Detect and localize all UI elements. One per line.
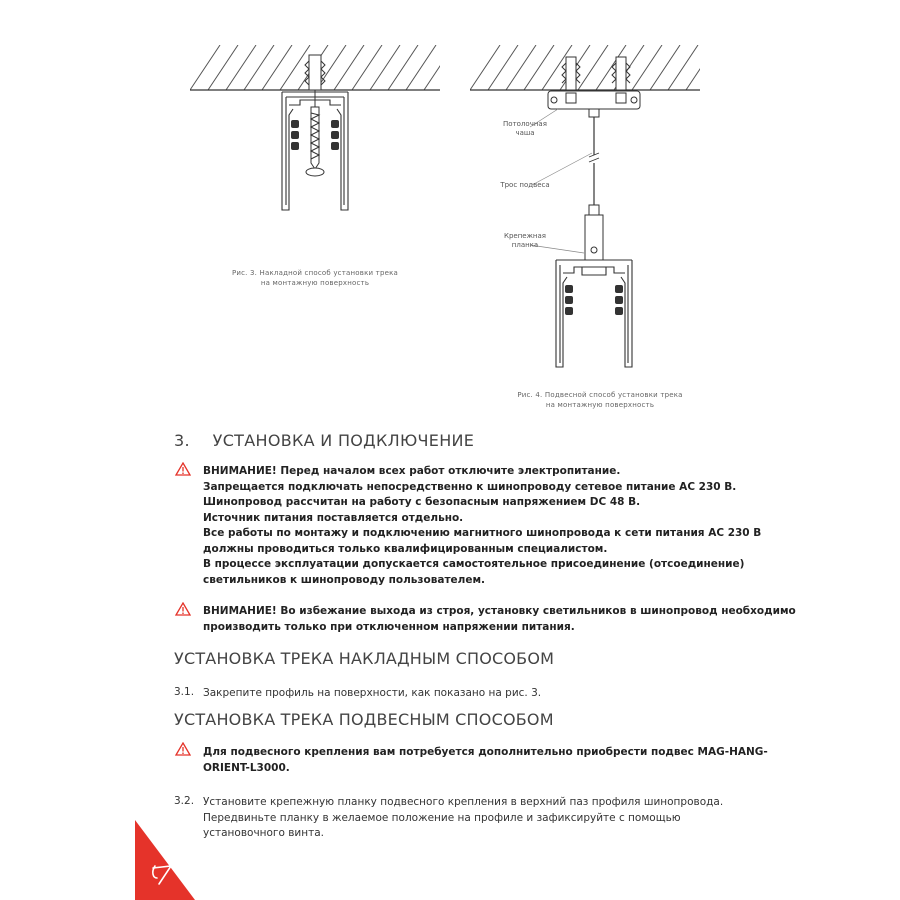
figure-3-caption-line1: Рис. 3. Накладной способ установки трека bbox=[231, 269, 399, 277]
figure-4-caption bbox=[485, 390, 715, 410]
warning-1-text bbox=[203, 464, 761, 588]
warning-2-line1 bbox=[203, 604, 796, 620]
screw bbox=[306, 90, 324, 176]
step-3-1-number: 3.1. bbox=[174, 686, 195, 698]
ceiling-cup bbox=[548, 91, 640, 117]
figure-4-caption-line2: на монтажную поверхность bbox=[545, 401, 655, 409]
label-ceiling-cup-line2: чаша bbox=[515, 129, 535, 137]
warning-2-line1-rest: Во избежание выхода из строя, установку светильников в шинопровод необходимо bbox=[276, 605, 796, 617]
warning-2-text bbox=[203, 604, 796, 635]
warning-1-line: должны проводиться только квалифицированным специалистом. bbox=[203, 542, 608, 555]
warning-1-line: Все работы по монтажу и подключению магнитного шинопровода к сети питания AC 230 В bbox=[203, 527, 762, 539]
section-number: 3. bbox=[174, 431, 190, 450]
step-3-2-number: 3.2. bbox=[174, 795, 195, 807]
figure-4-caption-line1: Рис. 4. Подвесной способ установки трека bbox=[517, 391, 683, 399]
contacts-left bbox=[565, 285, 573, 315]
warning-3-text bbox=[203, 745, 768, 776]
warning-icon bbox=[175, 742, 191, 756]
warning-2-prefix: ВНИМАНИЕ! bbox=[203, 605, 277, 617]
subsection-1-title: УСТАНОВКА ТРЕКА НАКЛАДНЫМ СПОСОБОМ bbox=[174, 649, 555, 668]
contacts-left bbox=[291, 120, 299, 150]
warning-2-line2: производить только при отключенном напряжении питания. bbox=[203, 620, 575, 633]
label-bracket-line2: планка bbox=[511, 241, 539, 249]
suspension-cable bbox=[589, 117, 599, 205]
label-cable: Трос подвеса bbox=[500, 181, 550, 189]
warning-3-line: ORIENT-L3000. bbox=[203, 761, 290, 774]
step-3-2-line: Установите крепежную планку подвесного крепления в верхний паз профиля шинопровода. bbox=[203, 796, 724, 808]
warning-1-line: Шинопровод рассчитан на работу с безопасным напряжением DC 48 В. bbox=[203, 496, 641, 508]
step-3-2-line: установочного винта. bbox=[203, 827, 324, 839]
mounting-bracket bbox=[585, 205, 603, 260]
section-title: УСТАНОВКА И ПОДКЛЮЧЕНИЕ bbox=[212, 431, 475, 450]
warning-1-line: В процессе эксплуатации допускается самостоятельное присоединение (отсоединение) bbox=[203, 558, 745, 570]
warning-1-line: светильников к шинопроводу пользователем. bbox=[203, 573, 486, 586]
label-ceiling-cup bbox=[495, 120, 555, 138]
figure-3-caption-line2: на монтажную поверхность bbox=[260, 279, 370, 287]
figure-4-suspended-mount-diagram bbox=[470, 45, 700, 375]
step-3-2-text bbox=[203, 795, 723, 842]
warning-1-line: ВНИМАНИЕ! Перед началом всех работ отключите электропитание. bbox=[203, 465, 621, 477]
contacts-right bbox=[615, 285, 623, 315]
warning-1-line: Источник питания поставляется отдельно. bbox=[203, 511, 464, 524]
warning-3-line: Для подвесного крепления вам потребуется дополнительно приобрести подвес MAG-HANG- bbox=[203, 746, 768, 758]
warning-1-line: Запрещается подключать непосредственно к шинопроводу сетевое питание AC 230 В. bbox=[203, 480, 737, 493]
subsection-2-title: УСТАНОВКА ТРЕКА ПОДВЕСНЫМ СПОСОБОМ bbox=[174, 710, 554, 729]
contacts-right bbox=[331, 120, 339, 150]
ceiling-hatch bbox=[470, 45, 700, 90]
figure-3-caption bbox=[200, 268, 430, 288]
corner-brand-triangle bbox=[135, 820, 195, 900]
dowels bbox=[562, 57, 630, 90]
section-heading bbox=[174, 431, 474, 450]
warning-icon bbox=[175, 602, 191, 616]
warning-icon bbox=[175, 462, 191, 476]
label-ceiling-cup-line1: Потолочная bbox=[503, 120, 547, 128]
label-bracket-line1: Крепежная bbox=[504, 232, 546, 240]
step-3-1-text: Закрепите профиль на поверхности, как показано на рис. 3. bbox=[203, 687, 542, 699]
figure-3-surface-mount-diagram bbox=[190, 45, 440, 215]
dowel bbox=[305, 55, 325, 90]
step-3-2-line: Передвиньте планку в желаемое положение на профиле и зафиксируйте с помощью bbox=[203, 811, 681, 824]
label-bracket bbox=[495, 232, 555, 250]
